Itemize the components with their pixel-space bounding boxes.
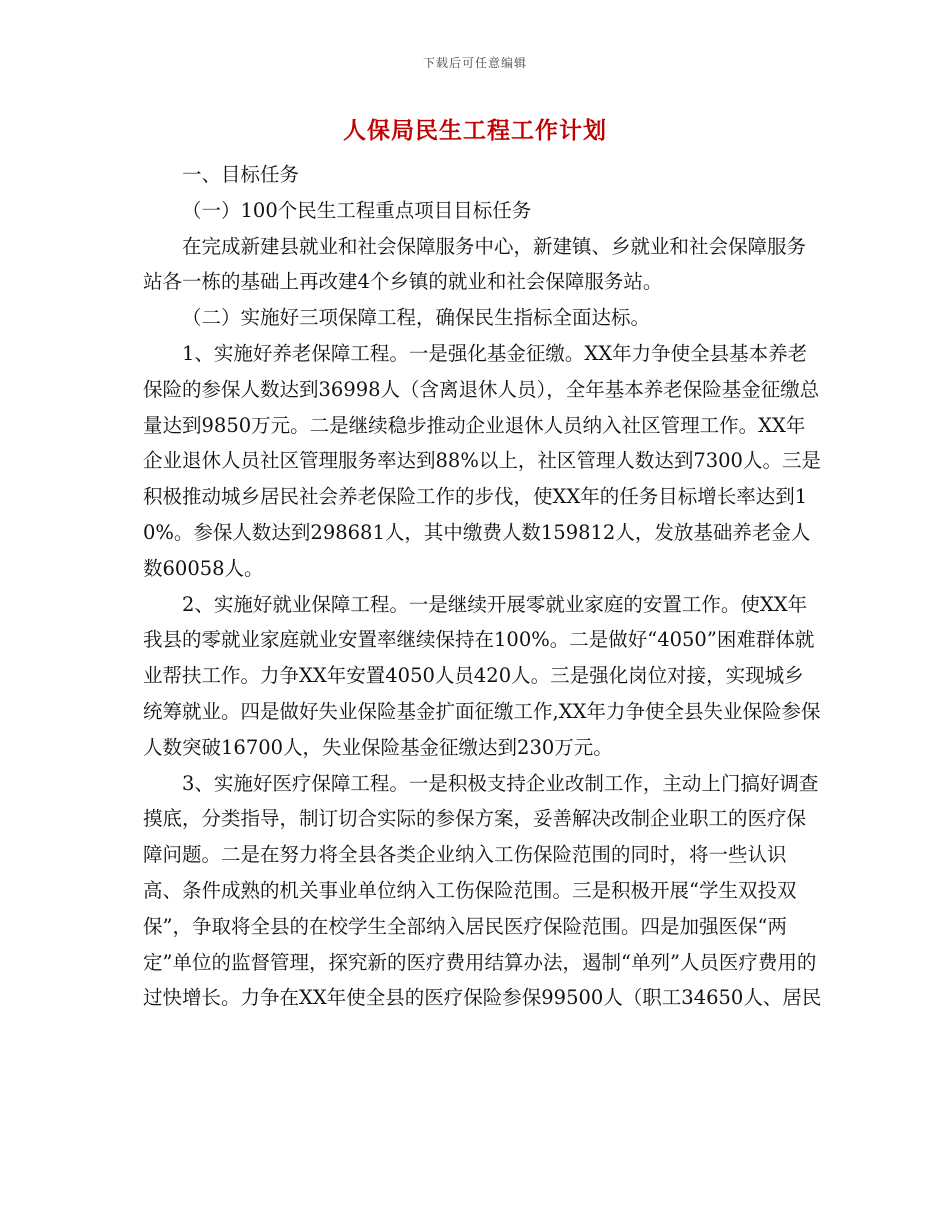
section-heading-goals: 一、目标任务 (182, 163, 300, 186)
document-body (143, 157, 823, 1016)
document-title: 人保局民生工程工作计划 (343, 118, 607, 144)
paragraph-service-centers: 在完成新建县就业和社会保障服务中心，新建镇、乡就业和社会保障服务站各一栋的基础上再改建4个乡镇的就业和社会保障服务站。 (143, 234, 807, 294)
header-note: 下载后可任意编辑 (422, 56, 527, 70)
paragraph-pension: 1、实施好养老保障工程。一是强化基金征缴。XX年力争使全县基本养老保险的参保人数达到36998人（含离退休人员），全年基本养老保险基金征缴总量达到9850万元。二是继续稳步推动企业退休人员纳入社区管理工作。XX年企业退休人员社区管理服务率达到88%以上，社区管理人数达到7300人。三是积极推动城乡居民社会养老保险工作的步伐，使XX年的任务目标增长率达到10%。参保人数达到298681人，其中缴费人数159812人，发放基础养老金人数60058人。 (143, 341, 821, 580)
paragraph-medical: 3、实施好医疗保障工程。一是积极支持企业改制工作，主动上门搞好调查摸底，分类指导，制订切合实际的参保方案，妥善解决改制企业职工的医疗保障问题。二是在努力将全县各类企业纳入工伤保险范围的同时，将一些认识高、条件成熟的机关事业单位纳入工伤保险范围。三是积极开展“学生双投双保”，争取将全县的在校学生全部纳入居民医疗保险范围。四是加强医保“两定”单位的监督管理，探究新的医疗费用结算办法，遏制“单列”人员医疗费用的过快增长。力争在XX年使全县的医疗保险参保99500人（职工34650人、居民 (143, 771, 822, 1010)
paragraph-employment: 2、实施好就业保障工程。一是继续开展零就业家庭的安置工作。使XX年我县的零就业家庭就业安置率继续保持在100%。二是做好“4050”困难群体就业帮扶工作。力争XX年安置4050人员420人。三是强化岗位对接，实现城乡统筹就业。四是做好失业保险基金扩面征缴工作,XX年力争使全县失业保险参保人数突破16700人，失业保险基金征缴达到230万元。 (143, 592, 821, 759)
subsection-heading-1: （一）100个民生工程重点项目目标任务 (182, 198, 532, 222)
subsection-heading-2: （二）实施好三项保障工程，确保民生指标全面达标。 (182, 306, 651, 330)
